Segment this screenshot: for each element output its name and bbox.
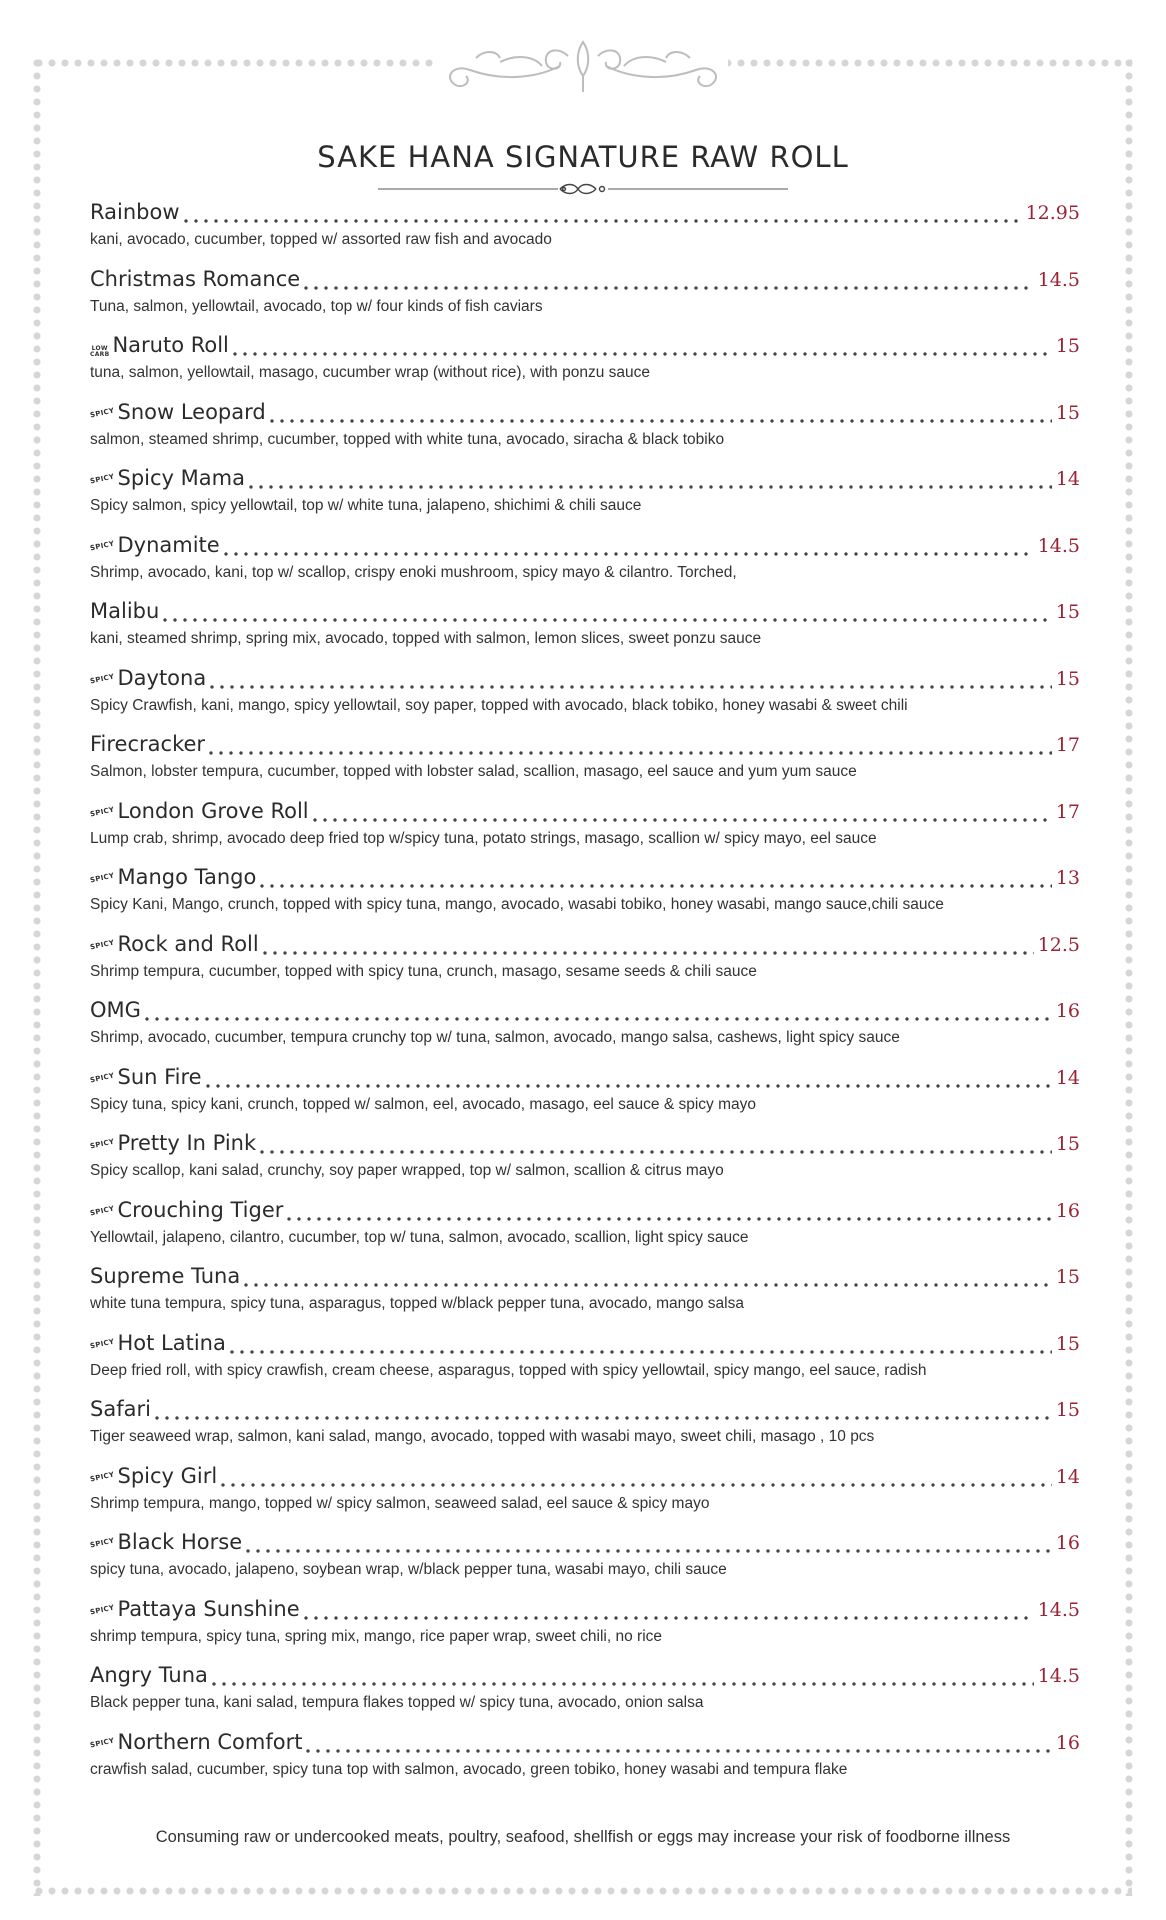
border-bottom bbox=[34, 1886, 1132, 1896]
dot-leader bbox=[233, 352, 1052, 356]
spicy-badge: SPICY bbox=[89, 871, 116, 885]
menu-item-row bbox=[90, 333, 1080, 363]
menu-item-name: Safari bbox=[90, 1397, 151, 1421]
menu-item-row bbox=[90, 732, 1080, 762]
low-carb-badge bbox=[90, 346, 109, 358]
menu-item-description: Tiger seaweed wrap, salmon, kani salad, mango, avocado, topped with wasabi mayo, sweet chili, masago , 10 pcs bbox=[90, 1428, 875, 1445]
menu-item-description: Salmon, lobster tempura, cucumber, topped with lobster salad, scallion, masago, eel sauce and yum yum sauce bbox=[90, 763, 857, 780]
menu-item-description: white tuna tempura, spicy tuna, asparagus, topped w/black pepper tuna, avocado, mango salsa bbox=[90, 1295, 744, 1312]
spicy-badge: SPICY bbox=[89, 406, 116, 419]
menu-item bbox=[90, 333, 1080, 400]
menu-item-description: crawfish salad, cucumber, spicy tuna top with salmon, avocado, green tobiko, honey wasabi and tempura flake bbox=[90, 1760, 848, 1778]
dot-leader bbox=[206, 1084, 1052, 1088]
menu-item bbox=[90, 998, 1080, 1065]
menu-item-price: 12.95 bbox=[1025, 202, 1080, 224]
menu-item-description: Shrimp tempura, cucumber, topped with spicy tuna, crunch, masago, sesame seeds & chili sauce bbox=[90, 962, 757, 980]
menu-item-row bbox=[90, 1530, 1080, 1560]
menu-item-price: 14.5 bbox=[1037, 534, 1080, 557]
spicy-badge: SPICY bbox=[89, 1736, 116, 1749]
menu-item-description: Tuna, salmon, yellowtail, avocado, top w/ four kinds of fish caviars bbox=[90, 297, 543, 315]
menu-item-row bbox=[90, 1663, 1080, 1693]
menu-item-price: 15 bbox=[1055, 1399, 1080, 1421]
dot-leader bbox=[163, 618, 1052, 622]
scroll-ornament-icon bbox=[440, 36, 726, 98]
spicy-badge: SPICY bbox=[89, 1204, 116, 1217]
menu-item bbox=[90, 466, 1080, 533]
menu-item bbox=[90, 1331, 1080, 1398]
dot-leader bbox=[210, 685, 1052, 689]
menu-item-name: Supreme Tuna bbox=[90, 1264, 241, 1288]
menu-item-description: Spicy tuna, spicy kani, crunch, topped w/ salmon, eel, avocado, masago, eel sauce & spicy mayo bbox=[90, 1095, 756, 1113]
menu-item-price: 14.5 bbox=[1037, 1598, 1080, 1621]
dot-leader bbox=[270, 419, 1052, 423]
menu-item-description: spicy tuna, avocado, jalapeno, soybean wrap, w/black pepper tuna, wasabi mayo, chili sauce bbox=[90, 1561, 727, 1578]
menu-item bbox=[90, 1198, 1080, 1265]
menu-list bbox=[90, 200, 1080, 1796]
dot-leader bbox=[304, 1616, 1034, 1620]
menu-item bbox=[90, 732, 1080, 799]
menu-item-row bbox=[90, 1198, 1080, 1228]
low-carb-badge-word: LOW bbox=[91, 345, 108, 352]
dot-leader bbox=[304, 286, 1034, 290]
spicy-badge: SPICY bbox=[89, 1071, 116, 1084]
menu-item-row bbox=[90, 599, 1080, 629]
dot-leader bbox=[306, 1749, 1051, 1753]
menu-item-name: Spicy Girl bbox=[117, 1463, 218, 1488]
menu-title: SAKE HANA SIGNATURE RAW ROLL bbox=[317, 140, 849, 174]
dot-leader bbox=[209, 751, 1052, 755]
menu-item bbox=[90, 1464, 1080, 1531]
menu-item-row bbox=[90, 865, 1080, 895]
menu-item-description: Spicy scallop, kani salad, crunchy, soy paper wrapped, top w/ salmon, scallion & citrus mayo bbox=[90, 1162, 724, 1179]
menu-item-name: OMG bbox=[90, 998, 141, 1022]
menu-item-description: Shrimp tempura, mango, topped w/ spicy salmon, seaweed salad, eel sauce & spicy mayo bbox=[90, 1494, 710, 1512]
menu-item bbox=[90, 799, 1080, 866]
menu-item-name: Rainbow bbox=[90, 200, 180, 224]
menu-item-name: Dynamite bbox=[117, 532, 220, 557]
dot-leader bbox=[145, 1017, 1052, 1021]
menu-item-price: 15 bbox=[1055, 335, 1080, 357]
dot-leader bbox=[224, 552, 1034, 556]
dot-leader bbox=[155, 1416, 1052, 1420]
menu-item-price: 15 bbox=[1055, 1266, 1080, 1288]
menu-item-price: 16 bbox=[1055, 1000, 1080, 1022]
menu-item-price: 15 bbox=[1055, 1332, 1080, 1355]
menu-item-row bbox=[90, 267, 1080, 297]
menu-item-description: Shrimp, avocado, cucumber, tempura crunchy top w/ tuna, salmon, avocado, mango salsa, cashews, light spicy sauce bbox=[90, 1029, 900, 1046]
menu-item bbox=[90, 400, 1080, 467]
spicy-badge: SPICY bbox=[89, 472, 116, 486]
low-carb-badge-word: CARB bbox=[90, 351, 110, 358]
menu-item-row bbox=[90, 932, 1080, 962]
title-divider-ornament bbox=[378, 182, 788, 196]
menu-item bbox=[90, 599, 1080, 666]
menu-item-name: Sun Fire bbox=[117, 1064, 202, 1089]
menu-item bbox=[90, 1530, 1080, 1597]
dot-leader bbox=[184, 219, 1022, 223]
menu-item bbox=[90, 1730, 1080, 1797]
menu-item-row bbox=[90, 1331, 1080, 1361]
menu-item-row bbox=[90, 466, 1080, 496]
menu-item bbox=[90, 533, 1080, 600]
menu-item-price: 14.5 bbox=[1037, 1665, 1080, 1687]
dot-leader bbox=[287, 1217, 1051, 1221]
spicy-badge: SPICY bbox=[89, 805, 116, 818]
dot-leader bbox=[260, 884, 1051, 888]
menu-item-name: Snow Leopard bbox=[117, 399, 266, 424]
dot-leader bbox=[249, 485, 1052, 489]
menu-item-description: tuna, salmon, yellowtail, masago, cucumber wrap (without rice), with ponzu sauce bbox=[90, 364, 650, 381]
menu-item-description: kani, avocado, cucumber, topped w/ assorted raw fish and avocado bbox=[90, 231, 552, 248]
dot-leader bbox=[260, 1150, 1052, 1154]
dot-leader bbox=[244, 1283, 1052, 1287]
menu-item-price: 16 bbox=[1055, 1199, 1080, 1222]
dot-leader bbox=[230, 1350, 1052, 1354]
menu-item-name: Firecracker bbox=[90, 732, 206, 756]
menu-item bbox=[90, 1597, 1080, 1664]
dot-leader bbox=[313, 818, 1052, 822]
menu-item-description: Spicy Kani, Mango, crunch, topped with spicy tuna, mango, avocado, wasabi tobiko, honey wasabi, mango sauce,chili sauce bbox=[90, 896, 944, 913]
menu-item-name: Pretty In Pink bbox=[117, 1131, 257, 1155]
menu-item-price: 13 bbox=[1055, 867, 1080, 889]
menu-item-name: Black Horse bbox=[117, 1530, 243, 1554]
spicy-badge: SPICY bbox=[89, 1470, 116, 1483]
menu-item-description: salmon, steamed shrimp, cucumber, topped with white tuna, avocado, siracha & black tobiko bbox=[90, 430, 725, 448]
menu-item-name: Pattaya Sunshine bbox=[117, 1596, 300, 1621]
menu-item-description: Shrimp, avocado, kani, top w/ scallop, crispy enoki mushroom, spicy mayo & cilantro. Torched, bbox=[90, 563, 737, 581]
menu-item-description: Deep fried roll, with spicy crawfish, cream cheese, asparagus, topped with spicy yellowtail, spicy mango, eel sauce, radish bbox=[90, 1361, 927, 1379]
menu-item-name: London Grove Roll bbox=[117, 798, 309, 823]
menu-item-price: 14 bbox=[1055, 468, 1080, 490]
menu-item-price: 17 bbox=[1055, 800, 1080, 823]
menu-item-row bbox=[90, 400, 1080, 430]
menu-item-name: Rock and Roll bbox=[117, 931, 259, 956]
menu-item bbox=[90, 865, 1080, 932]
spicy-badge: SPICY bbox=[89, 539, 116, 552]
menu-item bbox=[90, 267, 1080, 334]
menu-item-description: Yellowtail, jalapeno, cilantro, cucumber, top w/ tuna, salmon, avocado, scallion, light spicy sauce bbox=[90, 1228, 749, 1246]
menu-item bbox=[90, 200, 1080, 267]
menu-item-name: Crouching Tiger bbox=[117, 1197, 284, 1222]
menu-item-name: Angry Tuna bbox=[90, 1663, 208, 1687]
menu-item-price: 12.5 bbox=[1037, 933, 1080, 956]
menu-item-description: Black pepper tuna, kani salad, tempura flakes topped w/ spicy tuna, avocado, onion salsa bbox=[90, 1694, 704, 1711]
menu-item-description: shrimp tempura, spicy tuna, spring mix, mango, rice paper wrap, sweet chili, no rice bbox=[90, 1627, 663, 1645]
spicy-badge: SPICY bbox=[89, 1137, 116, 1151]
menu-item bbox=[90, 1131, 1080, 1198]
menu-item-name: Spicy Mama bbox=[117, 466, 245, 490]
menu-item-price: 17 bbox=[1055, 734, 1080, 756]
menu-item-description: Spicy salmon, spicy yellowtail, top w/ white tuna, jalapeno, shichimi & chili sauce bbox=[90, 497, 642, 514]
menu-item-name: Christmas Romance bbox=[90, 266, 301, 291]
menu-item-row bbox=[90, 799, 1080, 829]
menu-item-name: Northern Comfort bbox=[117, 1729, 303, 1754]
menu-item-price: 15 bbox=[1055, 1133, 1080, 1155]
menu-item-row bbox=[90, 1065, 1080, 1095]
menu-item-row bbox=[90, 1730, 1080, 1760]
menu-item-description: kani, steamed shrimp, spring mix, avocado, topped with salmon, lemon slices, sweet ponzu sauce bbox=[90, 630, 762, 647]
menu-item-price: 16 bbox=[1055, 1532, 1080, 1554]
menu-item-price: 16 bbox=[1055, 1731, 1080, 1754]
dot-leader bbox=[263, 951, 1034, 955]
dot-leader bbox=[246, 1549, 1052, 1553]
menu-item-name: Naruto Roll bbox=[112, 333, 229, 357]
menu-item bbox=[90, 1065, 1080, 1132]
menu-item-price: 14 bbox=[1055, 1066, 1080, 1089]
menu-item bbox=[90, 1397, 1080, 1464]
menu-item-name: Hot Latina bbox=[117, 1330, 226, 1355]
spicy-badge: SPICY bbox=[89, 1603, 116, 1616]
menu-item-price: 15 bbox=[1055, 601, 1080, 623]
dot-leader bbox=[221, 1483, 1052, 1487]
menu-item-price: 14 bbox=[1055, 1465, 1080, 1488]
menu-item-row bbox=[90, 666, 1080, 696]
menu-item-row bbox=[90, 1597, 1080, 1627]
menu-item-price: 14.5 bbox=[1037, 268, 1080, 291]
menu-item bbox=[90, 1264, 1080, 1331]
menu-item-price: 15 bbox=[1055, 667, 1080, 690]
menu-item bbox=[90, 932, 1080, 999]
menu-item-row bbox=[90, 1131, 1080, 1161]
menu-item bbox=[90, 1663, 1080, 1730]
spicy-badge: SPICY bbox=[89, 938, 116, 951]
spicy-badge: SPICY bbox=[89, 1337, 116, 1350]
menu-item bbox=[90, 666, 1080, 733]
food-safety-disclaimer: Consuming raw or undercooked meats, poultry, seafood, shellfish or eggs may increase your risk of foodborne illness bbox=[155, 1828, 1011, 1846]
menu-item-name: Daytona bbox=[117, 665, 207, 690]
border-right bbox=[1124, 58, 1134, 1896]
border-left bbox=[32, 58, 42, 1896]
spicy-badge: SPICY bbox=[89, 1536, 116, 1550]
menu-item-row bbox=[90, 1264, 1080, 1294]
menu-item-row bbox=[90, 533, 1080, 563]
menu-item-name: Malibu bbox=[90, 599, 160, 623]
spicy-badge: SPICY bbox=[89, 672, 116, 685]
dot-leader bbox=[212, 1682, 1034, 1686]
menu-item-row bbox=[90, 1464, 1080, 1494]
menu-item-price: 15 bbox=[1055, 401, 1080, 424]
menu-item-description: Lump crab, shrimp, avocado deep fried top w/spicy tuna, potato strings, masago, scallion w/ spicy mayo, eel sauce bbox=[90, 829, 877, 847]
menu-item-row bbox=[90, 200, 1080, 230]
menu-item-row bbox=[90, 998, 1080, 1028]
menu-item-row bbox=[90, 1397, 1080, 1427]
menu-item-name: Mango Tango bbox=[117, 865, 257, 889]
menu-item-description: Spicy Crawfish, kani, mango, spicy yellowtail, soy paper, topped with avocado, black tobiko, honey wasabi & sweet chili bbox=[90, 696, 908, 714]
